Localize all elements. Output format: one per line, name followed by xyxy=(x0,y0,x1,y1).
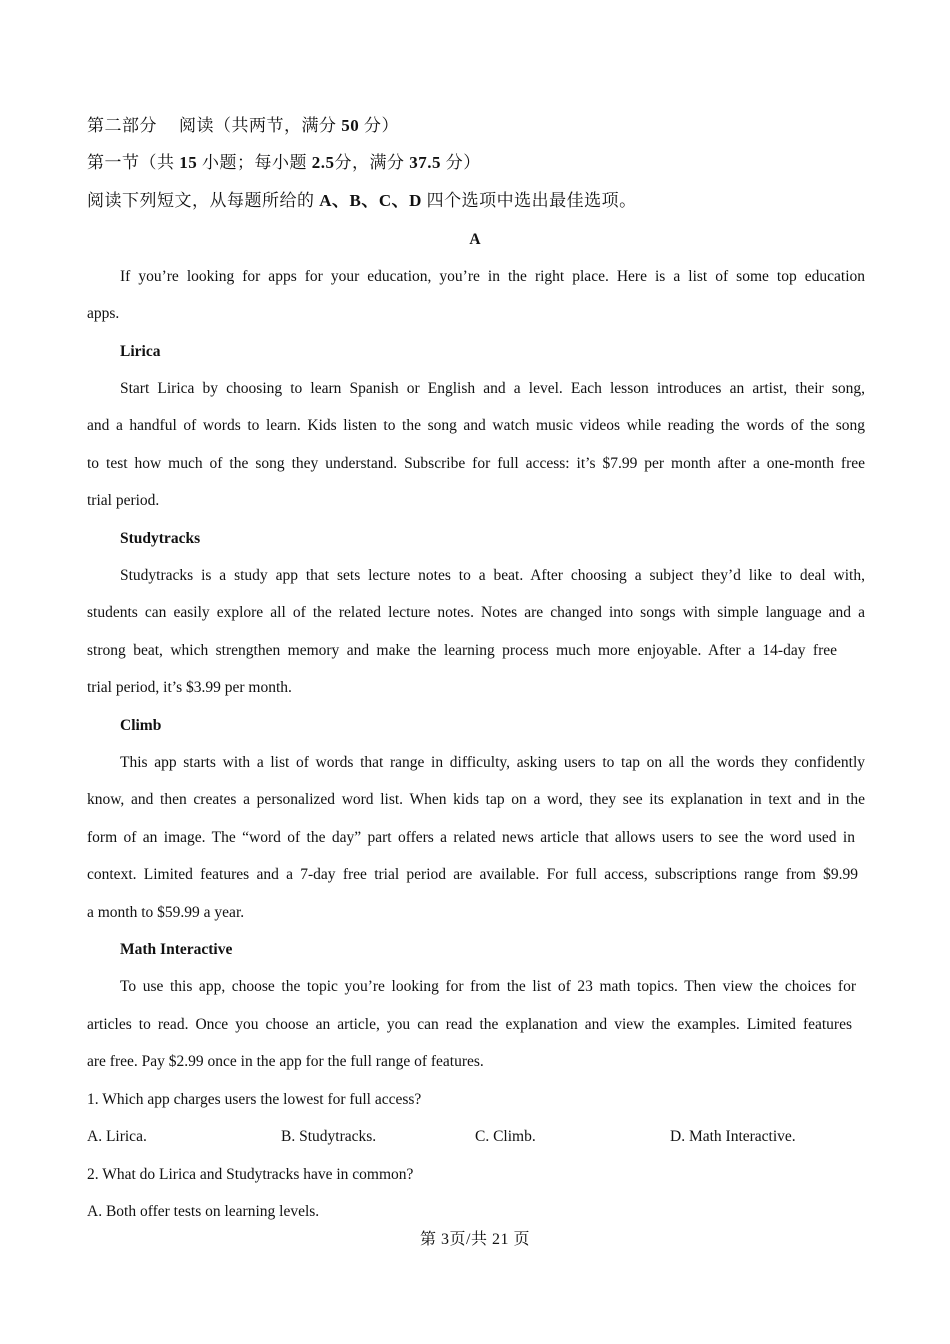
math-line-2: articles to read. Once you choose an article, you can read the explanation and view the examples. Limited features xyxy=(87,1016,852,1033)
climb-line-3: form of an image. The “word of the day” part offers a related news article that allows users to see the word used in xyxy=(87,829,855,846)
studytracks-line-3: strong beat, which strengthen memory and make the learning process much more enjoyable. After a 14-day free xyxy=(87,642,837,659)
section-count: 15 xyxy=(179,153,198,172)
lirica-line-3: to test how much of the song they understand. Subscribe for full access: it’s $7.99 per month after a one-month free xyxy=(87,455,865,472)
studytracks-line-2: students can easily explore all of the related lecture notes. Notes are changed into songs with simple language and a xyxy=(87,604,865,621)
section-heading xyxy=(87,153,865,173)
part-heading xyxy=(87,116,865,136)
footer-mid: 页/共 xyxy=(449,1231,488,1248)
app-name-math-interactive: Math Interactive xyxy=(120,941,233,958)
part-score: 50 xyxy=(341,116,360,135)
footer-page-number: 3 xyxy=(441,1231,450,1248)
question-1-stem: 1. Which app charges users the lowest for full access? xyxy=(87,1091,422,1108)
app-name-climb: Climb xyxy=(120,717,162,734)
section-text-d: 分） xyxy=(445,153,481,172)
question-1-option-a[interactable]: A. Lirica. xyxy=(87,1128,147,1145)
section-each-score: 2.5 xyxy=(311,153,335,172)
climb-line-1: This app starts with a list of words that range in difficulty, asking users to tap on all the words they confidently xyxy=(120,754,865,771)
climb-line-5: a month to $59.99 a year. xyxy=(87,904,245,921)
climb-line-2: know, and then creates a personalized word list. When kids tap on a word, they see its explanation in text and in the xyxy=(87,791,865,808)
question-2-option-a[interactable]: A. Both offer tests on learning levels. xyxy=(87,1203,320,1220)
footer-total-pages: 21 xyxy=(491,1231,509,1248)
instr-text-b: 四个选项中选出最佳选项。 xyxy=(426,191,637,210)
intro-line-2: apps. xyxy=(87,305,120,322)
section-text-c: 分，满分 xyxy=(334,153,405,172)
question-2-stem: 2. What do Lirica and Studytracks have in common? xyxy=(87,1166,414,1183)
studytracks-line-1: Studytracks is a study app that sets lecture notes to a beat. After choosing a subject they’d like to deal with, xyxy=(120,567,865,584)
question-1-option-c[interactable]: C. Climb. xyxy=(475,1128,536,1145)
part-title: 阅读（共两节，满分 xyxy=(179,116,337,135)
instr-options: A、B、C、D xyxy=(319,191,422,210)
instructions xyxy=(87,191,865,211)
app-name-studytracks: Studytracks xyxy=(120,530,201,547)
page-footer xyxy=(0,1230,950,1250)
part-tail: 分） xyxy=(364,116,399,135)
lirica-line-2: and a handful of words to learn. Kids listen to the song and watch music videos while reading the words of the song xyxy=(87,417,865,434)
section-text-a: 第一节（共 xyxy=(87,153,175,172)
lirica-line-4: trial period. xyxy=(87,492,160,509)
passage-letter: A xyxy=(469,231,481,248)
section-total-score: 37.5 xyxy=(409,153,441,172)
math-line-1: To use this app, choose the topic you’re looking for from the list of 23 math topics. Then view the choices for xyxy=(120,978,856,995)
studytracks-line-4: trial period, it’s $3.99 per month. xyxy=(87,679,292,696)
intro-line-1: If you’re looking for apps for your education, you’re in the right place. Here is a list of some top education xyxy=(120,268,865,285)
footer-pre: 第 xyxy=(420,1231,437,1248)
climb-line-4: context. Limited features and a 7-day free trial period are available. For full access, subscriptions range from $9.99 xyxy=(87,866,858,883)
lirica-line-1: Start Lirica by choosing to learn Spanish or English and a level. Each lesson introduces an artist, their song, xyxy=(120,380,865,397)
math-line-3: are free. Pay $2.99 once in the app for the full range of features. xyxy=(87,1053,484,1070)
part-label: 第二部分 xyxy=(87,116,157,135)
footer-post: 页 xyxy=(513,1231,530,1248)
instr-text-a: 阅读下列短文，从每题所给的 xyxy=(87,191,315,210)
question-1-option-b[interactable]: B. Studytracks. xyxy=(281,1128,377,1145)
app-name-lirica: Lirica xyxy=(120,343,161,360)
question-1-option-d[interactable]: D. Math Interactive. xyxy=(670,1128,796,1145)
section-text-b: 小题；每小题 xyxy=(202,153,307,172)
